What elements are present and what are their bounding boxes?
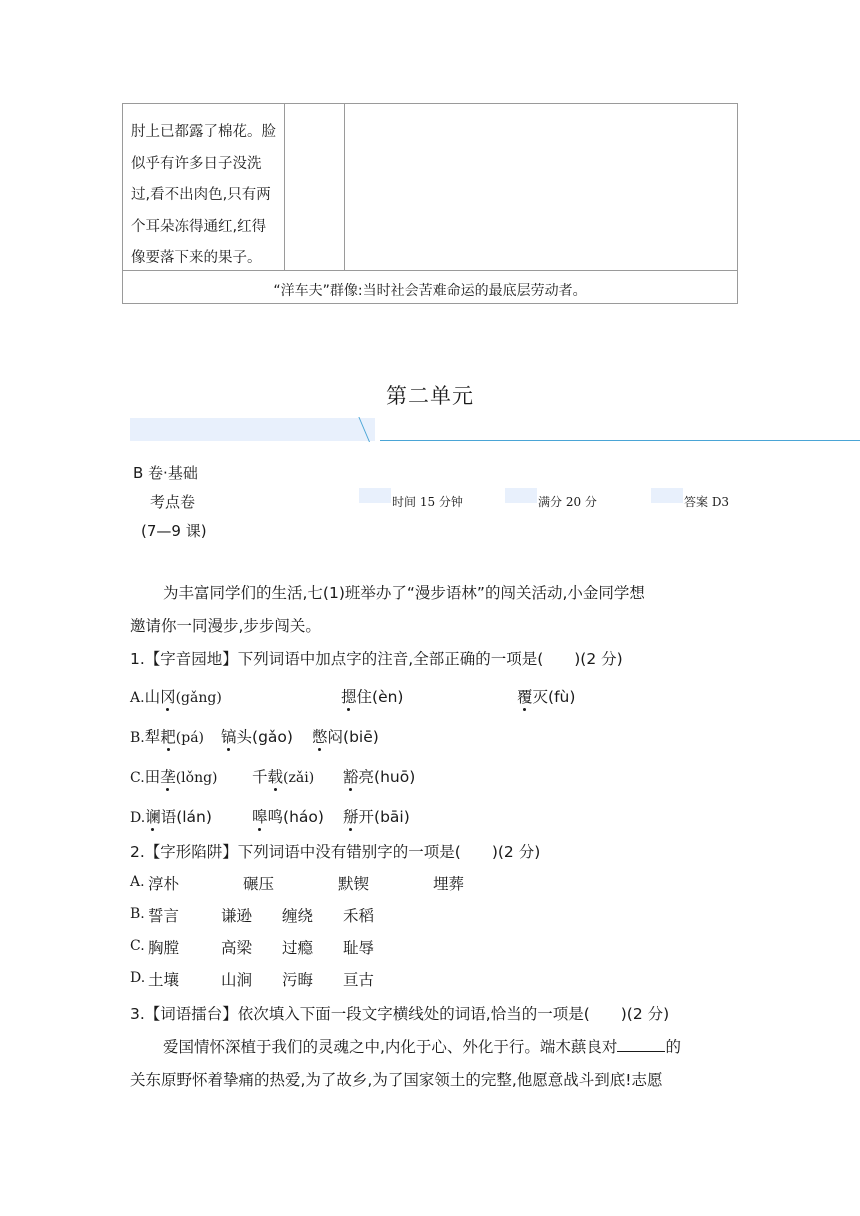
question-3-stem: 3.【词语擂台】依次填入下面一段文字横线处的词语,恰当的一项是( )(2 分)	[130, 1005, 670, 1023]
q2-option-c-word: 过瘾	[282, 939, 314, 957]
q1-option-d-word: 掰开(bāi)	[343, 805, 410, 827]
time-badge	[359, 488, 391, 503]
q2-option-a-word: 埋葬	[433, 875, 465, 893]
q2-option-a-word: 淳朴	[148, 875, 180, 893]
score-label: 满分 20 分	[538, 495, 597, 509]
q1-option-b-word: 镐头(gǎo)	[221, 725, 293, 747]
cell-line: 个耳朵冻得通红,红得	[131, 218, 267, 235]
q2-option-c-word: 耻辱	[343, 939, 375, 957]
q1-option-b-word: 憋闷(biē)	[312, 725, 379, 747]
q3-passage-line: 关东原野怀着挚痛的热爱,为了故乡,为了国家领土的完整,他愿意战斗到底!志愿	[130, 1071, 663, 1089]
cell-line: 像要落下来的果子。	[131, 250, 262, 266]
question-1-stem: 1.【字音园地】下列词语中加点字的注音,全部正确的一项是( )(2 分)	[130, 650, 623, 668]
q2-option-b-word: 缠绕	[282, 907, 314, 925]
q1-option-c: C.田垄(lǒng)	[130, 765, 218, 787]
cell-line: 过,看不出肉色,只有两	[131, 187, 271, 203]
q1-option-a: A.山冈(gǎng)	[130, 685, 222, 707]
q2-option-b-word: 誓言	[148, 907, 180, 925]
q2-option-b-word: 谦逊	[221, 907, 253, 925]
q1-option-a-word: 摁住(èn)	[341, 685, 403, 707]
q1-option-c-word: 千载(zǎi)	[252, 765, 314, 787]
answer-badge	[651, 488, 683, 503]
q2-option-d-word: 污晦	[282, 971, 314, 989]
q2-option-b-word: 禾稻	[343, 907, 375, 925]
title-band	[130, 418, 375, 441]
unit-title: 第二单元	[386, 384, 474, 408]
intro-line: 为丰富同学们的生活,七(1)班举办了“漫步语林”的闯关活动,小金同学想	[163, 584, 645, 602]
score-badge	[505, 488, 537, 503]
cell-line: 肘上已都露了棉花。脸	[131, 124, 276, 140]
q2-option-a-label: A.	[130, 874, 145, 890]
q1-option-d-word: 嗥鸣(háo)	[252, 805, 324, 827]
answer-label: 答案 D3	[684, 495, 730, 509]
volume-label: B 卷·基础	[133, 464, 198, 482]
q2-option-b-label: B.	[130, 906, 145, 922]
time-label: 时间 15 分钟	[392, 495, 463, 509]
table-cell-description	[131, 117, 291, 275]
q3-passage-line: 爱国情怀深植于我们的灵魂之中,内化于心、外化于行。端木蕻良对 的	[163, 1038, 681, 1056]
q1-option-a-word: 覆灭(fù)	[517, 685, 575, 707]
paper-name: 考点卷	[150, 493, 196, 511]
q2-option-c-label: C.	[130, 938, 145, 954]
lesson-range: (7—9 课)	[141, 522, 207, 540]
q2-option-d-word: 亘古	[343, 971, 375, 989]
q1-option-b: B.犁耙(pá)	[130, 725, 204, 747]
character-table	[122, 103, 738, 304]
q2-option-d-word: 土壤	[148, 971, 180, 989]
q2-option-c-word: 胸膛	[148, 939, 180, 957]
q2-option-a-word: 碾压	[243, 875, 275, 893]
q2-option-d-label: D.	[130, 970, 146, 986]
fill-in-blank[interactable]	[617, 1037, 665, 1052]
question-2-stem: 2.【字形陷阱】下列词语中没有错别字的一项是( )(2 分)	[130, 843, 541, 861]
cell-line: 似乎有许多日子没洗	[131, 155, 262, 172]
q1-option-c-word: 豁亮(huō)	[343, 765, 415, 787]
table-footer: “洋车夫”群像:当时社会苦难命运的最底层劳动者。	[273, 283, 587, 299]
table-divider	[344, 104, 345, 271]
title-band-line	[380, 440, 860, 441]
q2-option-a-word: 默锲	[338, 875, 370, 893]
intro-line: 邀请你一同漫步,步步闯关。	[130, 617, 321, 635]
q2-option-d-word: 山涧	[221, 971, 253, 989]
q1-option-d: D.谰语(lán)	[130, 805, 212, 827]
q2-option-c-word: 高梁	[221, 939, 253, 957]
